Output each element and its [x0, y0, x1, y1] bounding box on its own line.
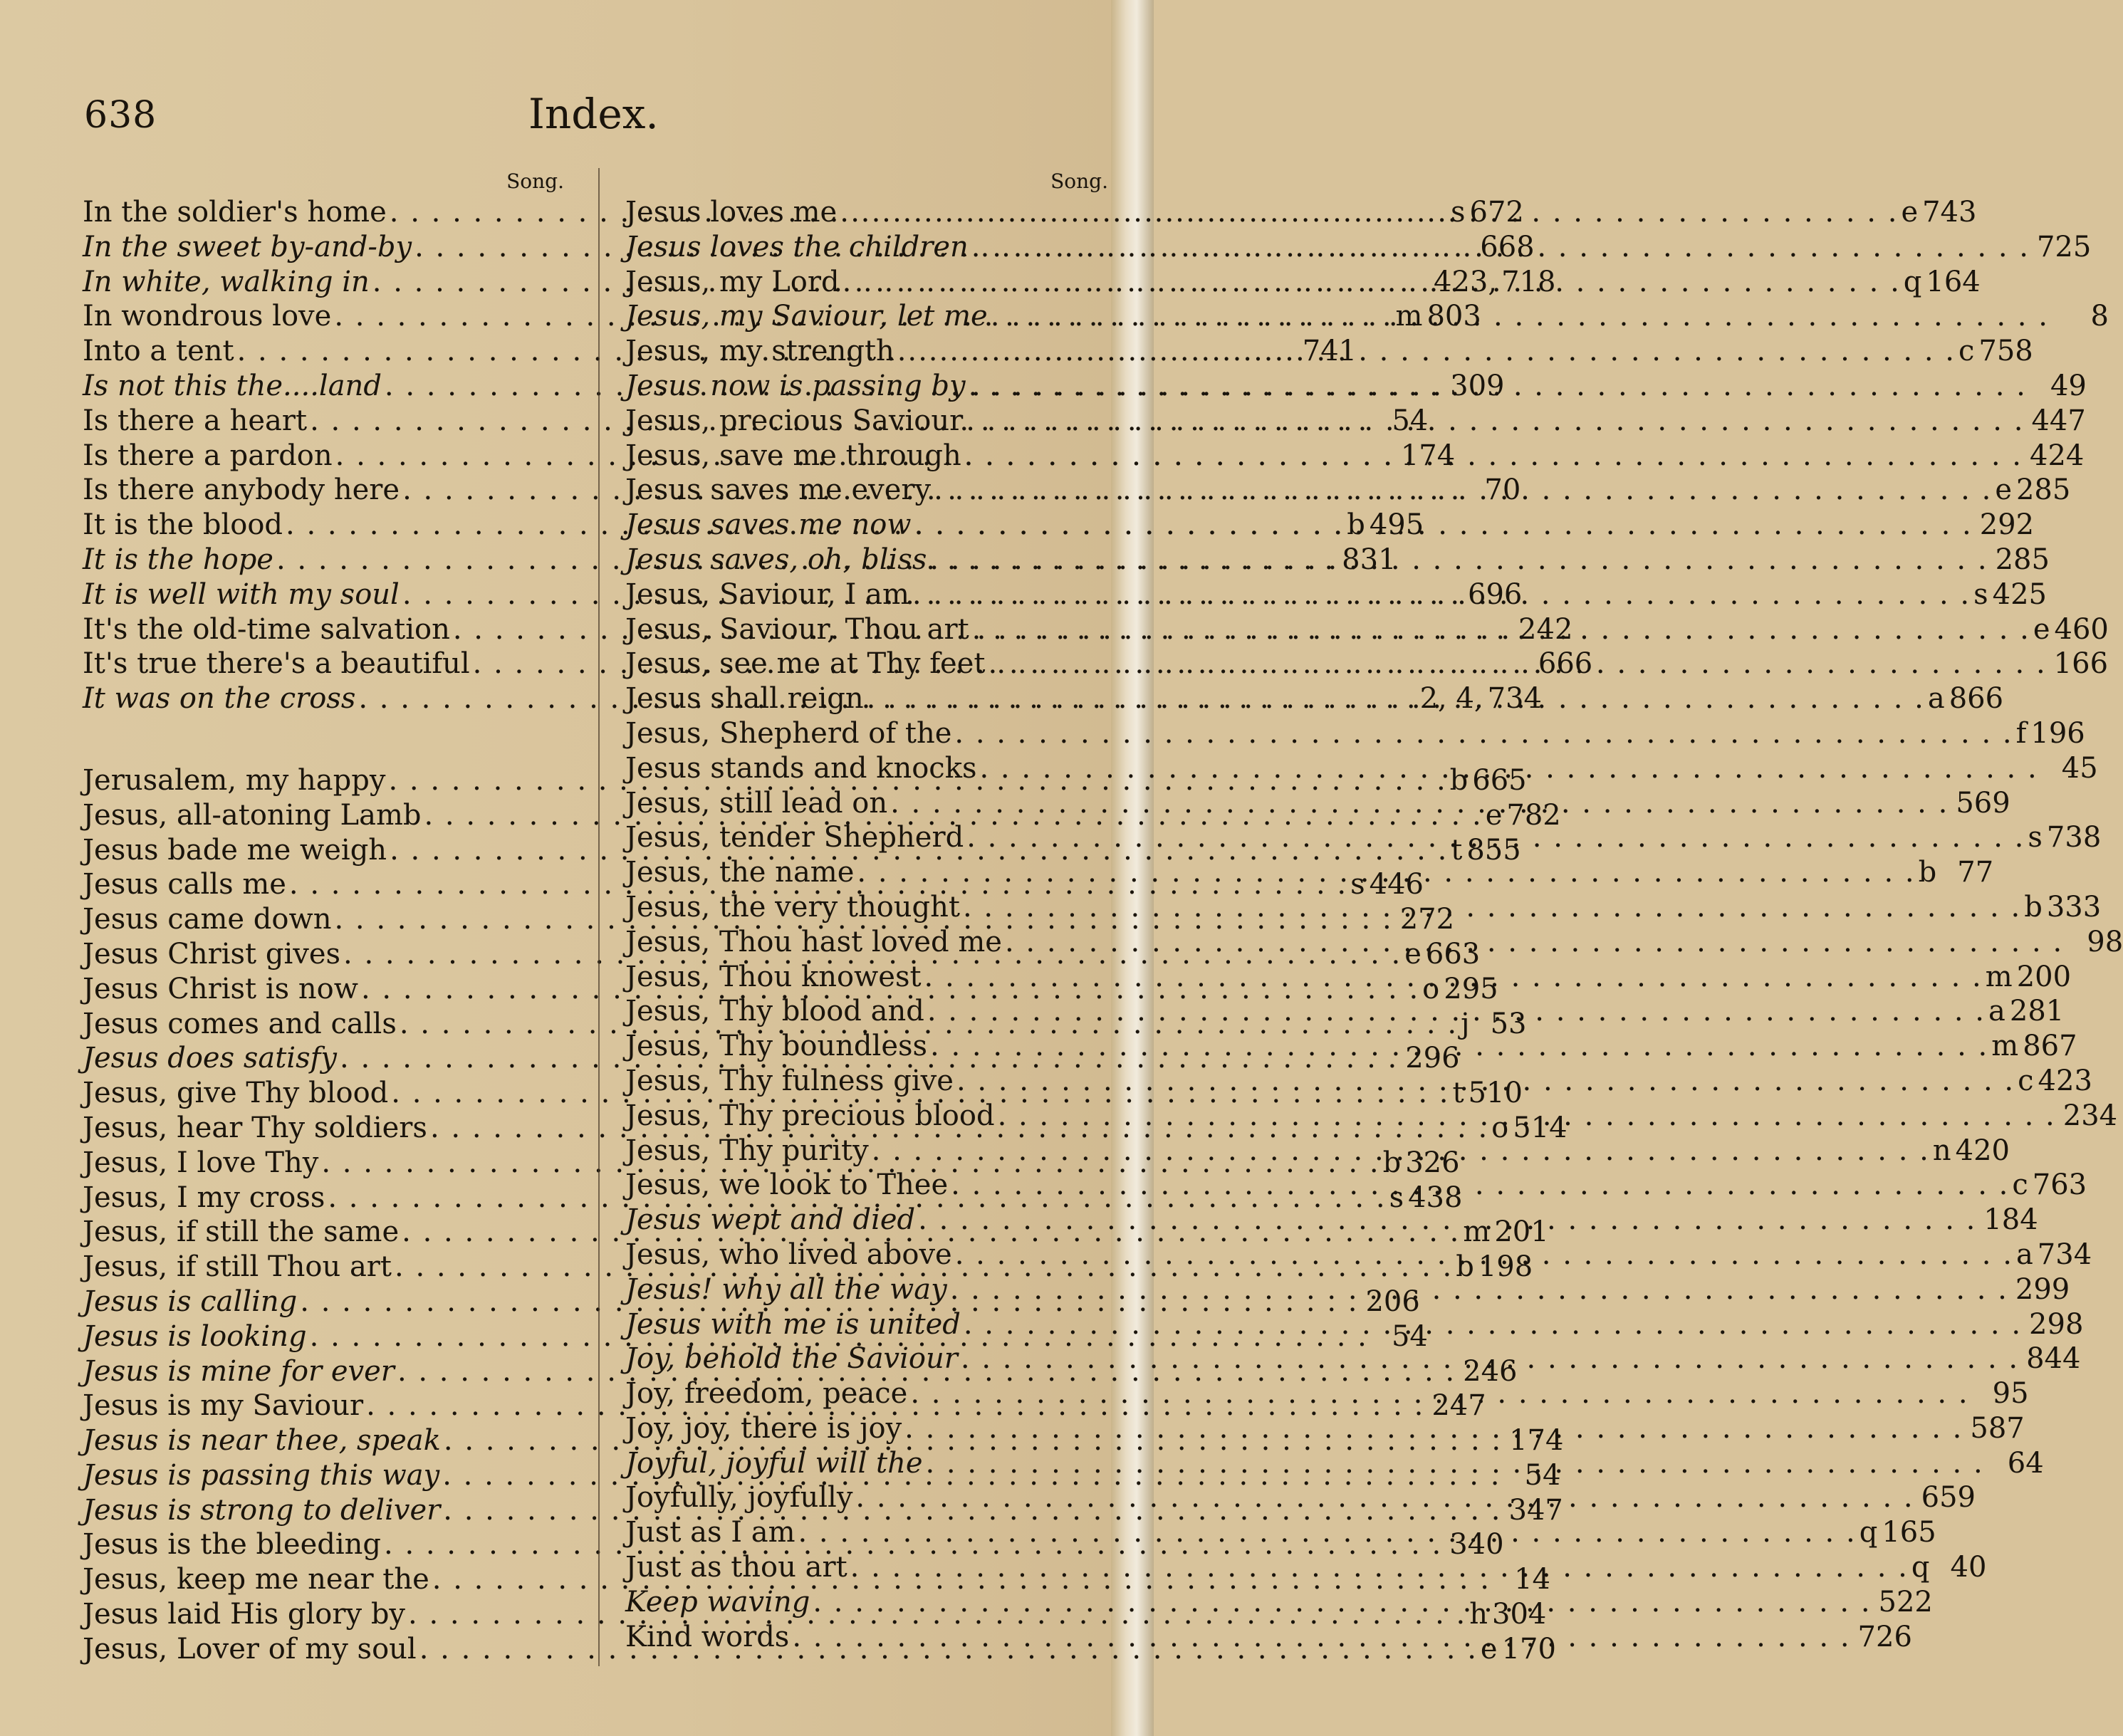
entry-key: c	[1958, 335, 1975, 368]
entry-title: Jesus, if still the same	[83, 1215, 400, 1249]
entry-title: Is there a heart	[83, 404, 308, 437]
entry-key: e	[1480, 1632, 1498, 1666]
song-number: 758	[1978, 335, 2033, 368]
song-number: 326	[1405, 1146, 1460, 1179]
dot-leader	[837, 195, 1901, 230]
page-title: Index.	[528, 90, 659, 138]
entry-key: f	[2015, 716, 2027, 750]
entry-title: Jesus, Thy blood and	[625, 995, 924, 1028]
entry-title: Jesus, my Saviour, let me	[625, 300, 988, 333]
dot-leader	[954, 1064, 2018, 1099]
dot-leader	[961, 1307, 2025, 1342]
entry-title: Jesus, give Thy blood	[83, 1077, 389, 1110]
song-number: 659	[1921, 1481, 1976, 1515]
song-number: 333	[2046, 890, 2102, 924]
dot-leader	[960, 890, 2024, 925]
entry-title: Joy, joy, there is joy	[625, 1411, 902, 1445]
song-number: 299	[2015, 1272, 2070, 1306]
entry-title: Jesus, the very thought	[625, 890, 960, 924]
song-number: 165	[1882, 1516, 1936, 1549]
song-number: 743	[1922, 196, 1977, 229]
dot-leader	[961, 439, 2025, 474]
entry-key: a	[2015, 1238, 2033, 1271]
entry-title: Just as thou art	[625, 1551, 847, 1584]
song-number: 247	[1431, 1389, 1486, 1423]
dot-leader	[1002, 925, 2066, 960]
song-number: 726	[1857, 1620, 1912, 1653]
entry-title: It is the hope	[83, 543, 273, 576]
entry-title: In white, walking in	[83, 265, 370, 298]
index-entry	[625, 716, 2085, 751]
dot-leader	[931, 473, 1995, 508]
entry-key: b	[1449, 763, 1469, 797]
entry-title: Jesus, all-atoning Lamb	[83, 798, 422, 832]
entry-key: s	[1389, 1181, 1404, 1214]
song-number: 438	[1408, 1181, 1463, 1214]
entry-title: Jesus, I my cross	[83, 1181, 325, 1214]
entry-key: m	[1463, 1215, 1491, 1249]
entry-title: In the soldier's home	[83, 196, 387, 229]
entry-title: Jesus is near thee, speak	[83, 1424, 441, 1458]
dot-leader	[924, 994, 1988, 1029]
entry-title: In wondrous love	[83, 300, 332, 333]
dot-leader	[912, 508, 1976, 543]
entry-title: Is there a pardon	[83, 439, 333, 472]
entry-title: Jesus, Thy precious blood	[625, 1099, 995, 1132]
song-number: 95	[1992, 1377, 2029, 1411]
entry-title: Jesus, still lead on	[625, 786, 888, 820]
entry-title: Jesus Christ is now	[83, 972, 358, 1005]
dot-leader	[952, 1238, 2016, 1272]
song-number: 201	[1494, 1215, 1549, 1249]
entry-title: Jesus, see me at Thy feet	[625, 647, 986, 681]
dot-leader	[789, 1620, 1853, 1655]
entry-key: o	[1422, 972, 1440, 1005]
entry-title: Jesus is looking	[83, 1319, 307, 1353]
song-number: 522	[1878, 1585, 1933, 1619]
entry-title: Jesus does satisfy	[83, 1042, 338, 1075]
song-number: 309	[1450, 369, 1505, 402]
entry-title: Jesus is my Saviour	[83, 1389, 364, 1423]
song-number: 206	[1365, 1285, 1420, 1318]
song-number: 672	[1469, 196, 1524, 229]
entry-title: Into a tent	[83, 335, 234, 368]
entry-title: Jesus, who lived above	[625, 1238, 952, 1271]
entry-title: Jesus, hear Thy soldiers	[83, 1111, 427, 1144]
dot-leader	[887, 786, 1951, 821]
dot-leader	[964, 820, 2028, 855]
entry-title: Is not this the....land	[83, 369, 382, 402]
entry-title: Jesus! why all the way	[625, 1272, 947, 1306]
song-number: 867	[2023, 1030, 2077, 1063]
entry-key: q	[1911, 1551, 1930, 1584]
song-number: 420	[1955, 1134, 2010, 1167]
entry-title: Joy, freedom, peace	[625, 1377, 908, 1411]
entry-key: s	[1350, 868, 1365, 901]
entry-key: t	[1452, 1077, 1464, 1110]
song-number: 304	[1492, 1598, 1547, 1631]
entry-title: Jesus, Shepherd of the	[625, 716, 952, 750]
entry-key: b	[1456, 1250, 1474, 1284]
song-number: 866	[1949, 682, 2004, 716]
song-number: 855	[1466, 833, 1521, 867]
dot-leader	[894, 334, 1958, 369]
entry-key: o	[1491, 1111, 1509, 1144]
song-number: 425	[1992, 577, 2047, 611]
entry-title: Jesus is calling	[83, 1285, 298, 1318]
entry-key: n	[1932, 1134, 1951, 1167]
entry-title: Jesus wept and died	[625, 1203, 916, 1237]
entry-title: Jesus, my strength	[625, 335, 894, 368]
entry-key: 2, 4,	[1419, 682, 1483, 716]
entry-key: a	[1927, 682, 1945, 716]
entry-key: h	[1469, 1598, 1488, 1631]
entry-title: Keep waving	[625, 1585, 810, 1619]
song-number: 665	[1472, 763, 1527, 797]
entry-title: Jesus, Thy fulness give	[625, 1064, 954, 1097]
dot-leader	[907, 1376, 1971, 1411]
dot-leader	[902, 1411, 1966, 1446]
song-number: 64	[2007, 1446, 2044, 1480]
entry-title: Jesus, save me through	[625, 439, 961, 472]
song-number: 98	[2087, 925, 2123, 958]
entry-title: Jesus, precious Saviour	[625, 404, 964, 437]
entry-title: Jesus comes and calls	[83, 1007, 397, 1040]
dot-leader	[958, 1342, 2022, 1376]
entry-key: e	[1485, 798, 1503, 832]
dot-leader	[995, 1099, 2059, 1134]
entry-key: e	[1404, 937, 1422, 971]
entry-title: Jesus Christ gives	[83, 937, 341, 971]
song-number: 424	[2030, 439, 2085, 472]
song-number: 347	[1508, 1493, 1563, 1527]
entry-title: Jesus laid His glory by	[83, 1598, 406, 1631]
entry-title: Jesus, tender Shepherd	[625, 821, 964, 854]
entry-key: a	[1988, 995, 2005, 1028]
dot-leader	[951, 716, 2015, 751]
entry-key: e	[1901, 196, 1919, 229]
dot-leader	[840, 265, 1904, 300]
entry-title: Just as I am	[625, 1516, 796, 1549]
left-column-header: Song.	[506, 169, 564, 193]
entry-title: Jesus loves the children	[625, 230, 969, 263]
song-number: 782	[1506, 798, 1561, 832]
entry-title: Jesus, Thy purity	[625, 1134, 869, 1167]
song-number: 295	[1444, 972, 1498, 1005]
song-number: 49	[2050, 369, 2087, 402]
entry-key: s	[1973, 577, 1988, 611]
dot-leader	[810, 1585, 1874, 1620]
song-number: 292	[1979, 508, 2035, 542]
song-number: 738	[2046, 821, 2102, 854]
entry-title: Jesus, Thou knowest	[625, 960, 922, 993]
dot-leader	[852, 1480, 1916, 1515]
song-number: 77	[1957, 856, 1994, 889]
entry-title: Jesus, I love Thy	[83, 1146, 319, 1179]
group-spacer	[83, 716, 564, 763]
entry-title: Jesus, Thy boundless	[625, 1030, 928, 1063]
dot-leader	[796, 1515, 1859, 1550]
entry-key: b	[2024, 890, 2043, 924]
entry-key: m	[1395, 300, 1423, 333]
entry-title: It was on the cross	[83, 682, 356, 716]
song-number: 510	[1468, 1077, 1523, 1110]
entry-key: e	[1995, 474, 2012, 507]
song-number: 196	[2030, 716, 2085, 750]
song-number: 734	[1487, 682, 1542, 716]
dot-leader	[922, 960, 1986, 995]
song-number: 460	[2054, 612, 2109, 646]
entry-key: b	[1347, 508, 1365, 542]
entry-title: It is the blood	[83, 508, 283, 542]
dot-leader	[976, 751, 2040, 786]
entry-title: It is well with my soul	[83, 577, 400, 611]
song-number: 272	[1399, 903, 1455, 936]
dot-leader	[915, 1203, 1979, 1238]
entry-key: e	[2033, 612, 2050, 646]
entry-title: Jesus saves me every	[625, 474, 932, 507]
entry-key: q	[1859, 1516, 1878, 1549]
entry-title: Jesus with me is united	[625, 1307, 961, 1341]
dot-leader	[969, 612, 2033, 647]
dot-leader	[927, 1029, 1991, 1064]
song-number: 340	[1449, 1528, 1504, 1562]
entry-title: Is there anybody here	[83, 474, 400, 507]
entry-title: Jesus shall reign	[625, 682, 864, 716]
song-number: 668	[1480, 230, 1535, 263]
entry-title: Joyfully, joyfully	[625, 1481, 853, 1515]
entry-title: Kind words	[625, 1620, 790, 1653]
song-number: 281	[2009, 995, 2065, 1028]
song-number: 246	[1463, 1354, 1518, 1388]
song-number: 663	[1425, 937, 1481, 971]
dot-leader	[869, 1134, 1933, 1168]
entry-key: s	[1450, 196, 1466, 229]
song-number: 803	[1426, 300, 1481, 333]
entry-key: b	[1382, 1146, 1402, 1179]
entry-key: b	[1918, 856, 1937, 889]
song-number: 844	[2026, 1342, 2081, 1376]
song-number: 831	[1342, 543, 1397, 576]
song-number: 170	[1501, 1632, 1556, 1666]
dot-leader	[988, 299, 2052, 334]
entry-key: 423,	[1434, 265, 1498, 298]
song-number: 164	[1926, 265, 1981, 298]
entry-title: Jerusalem, my happy	[83, 763, 386, 797]
entry-title: Jesus came down	[83, 903, 332, 936]
song-number: 166	[2053, 647, 2109, 681]
entry-key: c	[2012, 1168, 2028, 1202]
entry-title: Jesus, Lover of my soul	[83, 1632, 417, 1666]
dot-leader	[969, 230, 2033, 265]
entry-title: Jesus is the bleeding	[83, 1528, 382, 1562]
dot-leader	[847, 1550, 1911, 1585]
dot-leader	[966, 369, 2030, 404]
entry-title: Joy, behold the Saviour	[625, 1342, 958, 1376]
dot-leader	[947, 1272, 2011, 1307]
entry-title: Jesus, the name	[625, 856, 855, 889]
song-number: 285	[2015, 474, 2071, 507]
song-number: 514	[1513, 1111, 1568, 1144]
dot-leader	[948, 1168, 2012, 1203]
song-number: 296	[1405, 1042, 1460, 1075]
song-number: 446	[1369, 868, 1424, 901]
dot-leader	[963, 404, 2027, 439]
entry-title: Jesus stands and knocks	[625, 751, 977, 785]
entry-title: In the sweet by-and-by	[83, 230, 412, 263]
entry-key: j	[1461, 1007, 1470, 1040]
song-number: 423	[2038, 1064, 2092, 1097]
entry-title: Jesus, keep me near the	[83, 1563, 429, 1596]
column-divider	[598, 168, 600, 1666]
song-number: 174	[1509, 1424, 1564, 1458]
dot-leader	[909, 577, 1973, 612]
entry-title: Jesus is mine for ever	[83, 1354, 395, 1388]
song-number: 696	[1468, 577, 1523, 611]
entry-title: Joyful, joyful will the	[625, 1446, 923, 1480]
song-number: 14	[1514, 1563, 1550, 1596]
dot-leader	[864, 681, 1928, 716]
dot-leader	[854, 855, 1918, 890]
entry-key: q	[1903, 265, 1922, 298]
song-number: 447	[2031, 404, 2086, 437]
entry-title: Jesus, my Lord	[625, 265, 840, 298]
entry-title: Jesus, Saviour, Thou art	[625, 612, 969, 646]
entry-title: Jesus, we look to Thee	[625, 1168, 949, 1202]
song-number: 242	[1518, 612, 1573, 646]
song-number: 70	[1484, 474, 1521, 507]
song-number: 285	[1995, 543, 2050, 576]
entry-key: s	[2028, 821, 2043, 854]
entry-title: It's true there's a beautiful	[83, 647, 470, 681]
song-number: 234	[2062, 1099, 2118, 1132]
entry-title: Jesus is passing this way	[83, 1458, 440, 1492]
dot-leader	[985, 647, 2049, 681]
entry-title: It's the old-time salvation	[83, 612, 450, 646]
entry-title: Jesus bade me weigh	[83, 833, 387, 867]
song-number: 587	[1970, 1411, 2025, 1445]
entry-title: Jesus saves, oh, bliss	[625, 543, 927, 576]
song-number: 718	[1501, 265, 1556, 298]
entry-title: Jesus now is passing by	[625, 369, 966, 402]
entry-title: Jesus, Thou hast loved me	[625, 925, 1002, 958]
song-number: 763	[2032, 1168, 2087, 1202]
entry-title: Jesus saves me now	[625, 508, 912, 542]
song-number: 495	[1369, 508, 1424, 542]
entry-key: m	[1991, 1030, 2019, 1063]
song-number: 725	[2036, 230, 2092, 263]
song-number: 174	[1400, 439, 1456, 472]
song-number: 54	[1524, 1458, 1561, 1492]
page-number: 638	[84, 94, 157, 137]
song-number: 200	[2016, 960, 2072, 993]
right-column-header: Song.	[1050, 169, 1108, 193]
entry-title: Jesus calls me	[83, 868, 286, 901]
song-number: 741	[1302, 335, 1357, 368]
song-number: 53	[1490, 1007, 1527, 1040]
dot-leader	[923, 1446, 1987, 1481]
entry-title: Jesus, if still Thou art	[83, 1250, 392, 1284]
song-number: 8	[2090, 300, 2109, 333]
song-number: 40	[1950, 1551, 1987, 1584]
song-number: 198	[1478, 1250, 1533, 1284]
song-number: 184	[1983, 1203, 2038, 1237]
entry-title: Jesus, Saviour, I am	[625, 577, 909, 611]
song-number: 666	[1538, 647, 1593, 681]
entry-key: m	[1985, 960, 2013, 993]
entry-key: t	[1451, 833, 1463, 867]
song-number: 569	[1956, 786, 2010, 820]
entry-title: Jesus is strong to deliver	[83, 1493, 441, 1527]
song-number: 734	[2037, 1238, 2092, 1271]
song-number: 54	[1391, 1319, 1428, 1353]
entry-title: Jesus loves me	[625, 196, 838, 229]
song-number: 54	[1392, 404, 1429, 437]
entry-key: c	[2018, 1064, 2034, 1097]
dot-leader	[927, 543, 1991, 577]
song-number: 45	[2061, 751, 2098, 785]
song-number: 298	[2029, 1307, 2084, 1341]
